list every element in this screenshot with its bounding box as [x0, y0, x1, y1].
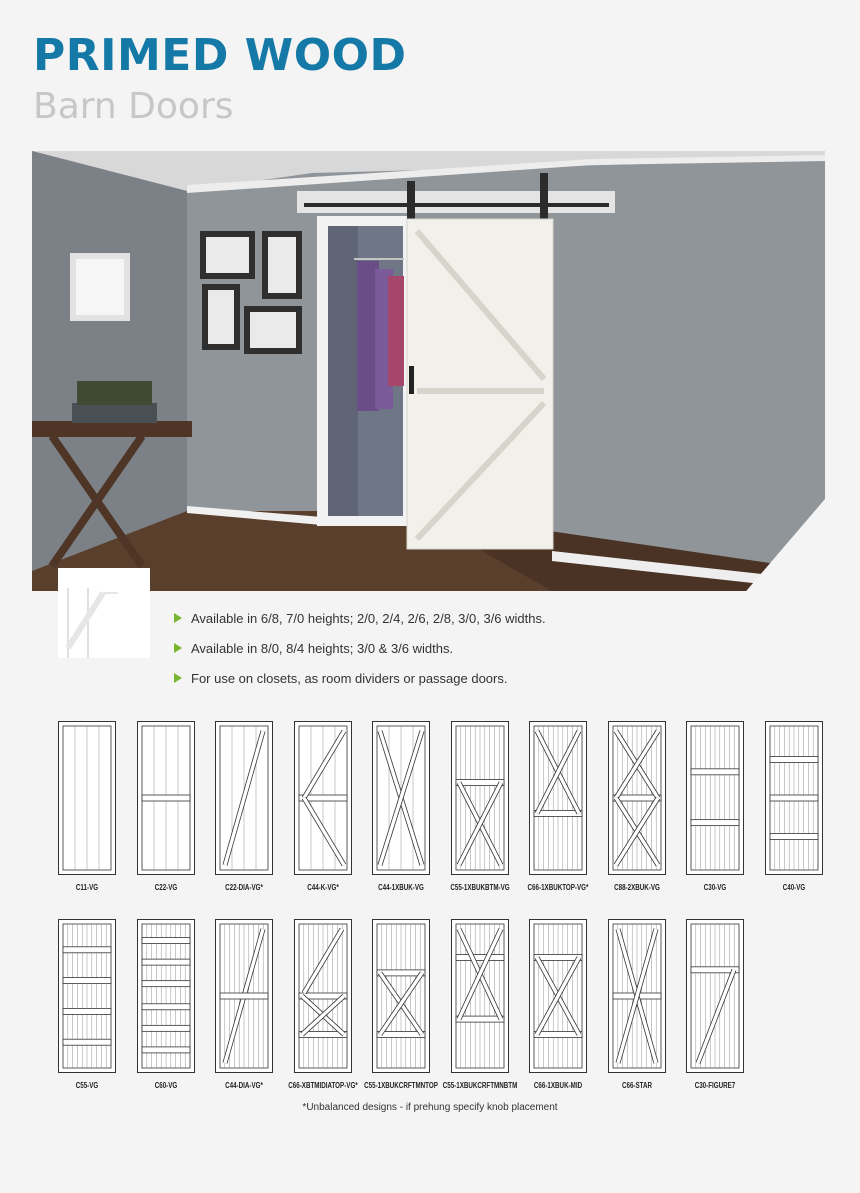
door-style-label: C55-1XBUKBTM-VG [449, 883, 510, 892]
door-style-label: C66-XBTMIDIATOP-VG* [287, 1081, 358, 1090]
barn-door-room-photo [32, 151, 825, 591]
door-style-drawing [372, 721, 430, 875]
feature-item: For use on closets, as room dividers or passage doors. [174, 663, 546, 693]
feature-list [174, 603, 546, 693]
door-style-label: C44-DIA-VG* [225, 1081, 263, 1090]
door-style-label: C55-1XBUKCRFTMNTOP [364, 1081, 438, 1090]
door-detail-icon [58, 568, 150, 658]
door-style-drawing [451, 721, 509, 875]
page-subtitle: Barn Doors [33, 86, 234, 127]
door-style-drawing [294, 919, 352, 1073]
door-corner-thumbnail [58, 568, 150, 658]
door-style-label: C22-DIA-VG* [225, 883, 263, 892]
door-style-drawing [294, 721, 352, 875]
door-style-drawing [686, 721, 744, 875]
door-style-drawing [58, 919, 116, 1073]
door-style-label: C88-2XBUK-VG [613, 883, 660, 892]
door-style-drawing [137, 721, 195, 875]
door-style-drawing [765, 721, 823, 875]
page-title: PRIMED WOOD [33, 30, 407, 81]
door-style-label: C66-1XBUKTOP-VG* [527, 883, 589, 892]
door-style-drawing [58, 721, 116, 875]
door-style-label: C40-VG [782, 883, 805, 892]
door-style-drawing [608, 721, 666, 875]
feature-item: Available in 8/0, 8/4 heights; 3/0 & 3/6 widths. [174, 633, 546, 663]
door-style-drawing [608, 919, 666, 1073]
door-style-label: C66-STAR [621, 1081, 652, 1090]
bullet-arrow-icon [174, 613, 182, 623]
door-style-label: C22-VG [154, 883, 177, 892]
door-style-drawing [215, 721, 273, 875]
door-style-drawing [529, 721, 587, 875]
door-style-drawing [529, 919, 587, 1073]
footnote: *Unbalanced designs - if prehung specify knob placement [302, 1102, 558, 1113]
door-style-label: C55-1XBUKCRFTMNBTM [442, 1081, 517, 1090]
door-style-label: C30-VG [703, 883, 727, 892]
door-style-label: C60-VG [154, 1081, 177, 1090]
door-style-label: C44-1XBUK-VG [378, 883, 424, 892]
door-style-drawing [372, 919, 430, 1073]
bullet-arrow-icon [174, 643, 182, 653]
feature-item: Available in 6/8, 7/0 heights; 2/0, 2/4, 2/6, 2/8, 3/0, 3/6 widths. [174, 603, 546, 633]
door-style-drawing [215, 919, 273, 1073]
door-style-label: C66-1XBUK-MID [533, 1081, 583, 1090]
door-style-label: C11-VG [75, 883, 99, 892]
door-style-drawing [451, 919, 509, 1073]
door-style-label: C30-FIGURE7 [694, 1081, 736, 1090]
door-style-label: C44-K-VG* [306, 883, 339, 892]
door-style-drawing [137, 919, 195, 1073]
door-style-label: C55-VG [75, 1081, 99, 1090]
door-style-drawing [686, 919, 744, 1073]
bullet-arrow-icon [174, 673, 182, 683]
